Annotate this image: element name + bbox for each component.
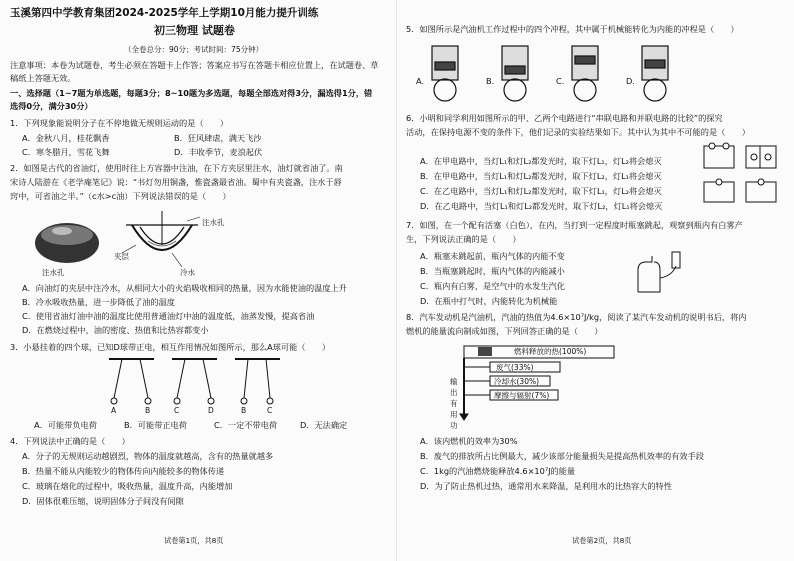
q3-option-c: C．一定不带电荷 <box>214 420 278 430</box>
q1-option-c: C．寒冬腊月，雪花飞舞 <box>22 147 110 157</box>
question-2-line-1: 2．如图是古代的省油灯，使用时往上方容器中注油，在下方夹层里注水，油灯就省油了。南 <box>10 163 343 173</box>
section-heading-2: 选得0分，满分30分） <box>10 101 93 111</box>
section-heading-1: 一、选择题（1~7题为单选题，每题3分；8~10题为多选题，每题全部选对得3分，漏选得1分，错 <box>10 88 373 98</box>
hanging-balls-figure <box>104 356 294 416</box>
question-8-line-1: 8．汽车发动机是汽油机，汽油的热值为4.6×10⁷J/kg，阅读了某汽车发动机的说明书后，将内 <box>406 312 747 322</box>
question-6-line-1: 6．小明和同学利用如图所示的甲、乙两个电路进行“串联电路和并联电路的比较”的探究 <box>406 113 723 123</box>
fig8-label-friction: 摩擦与辐射(7%) <box>494 391 550 400</box>
page-divider <box>396 0 397 561</box>
q1-option-a: A．金秋八月，桂花飘香 <box>22 133 110 143</box>
q4-option-b: B．热量不能从内能较少的物体传向内能较多的物体传递 <box>22 466 225 476</box>
q3-option-b: B．可能带正电荷 <box>124 420 187 430</box>
exam-subtitle: 初三物理 试题卷 <box>154 24 235 37</box>
ball-label: C <box>267 406 273 415</box>
page-footer-right: 试卷第2页，共8页 <box>572 536 632 545</box>
q7-option-c: C．瓶内有白雾，是空气中的水发生汽化 <box>420 281 565 291</box>
q2-option-b: B．冷水吸收热量，进一步降低了油的温度 <box>22 297 175 307</box>
fig8-label-top: 燃料释放的热(100%) <box>514 347 587 356</box>
q8-option-d: D．为了防止热机过热，通常用水来降温，是利用水的比热容大的特性 <box>420 481 672 491</box>
question-7-line-2: 生，下列说法正确的是（ ） <box>406 234 521 244</box>
question-2-line-2: 宋诗人陆游在《老学庵笔记》说：“书灯勿用铜盏，惟瓷盏最省油。蜀中有夹瓷盏，注水于唇 <box>10 177 342 187</box>
fig8-label-useful-work: 输出有用功 <box>450 377 458 430</box>
engine-label: C. <box>556 76 565 86</box>
q2-option-c: C．使用省油灯油中油的温度比使用普通油灯中油的温度低，油蒸发慢，提高省油 <box>22 311 315 321</box>
q8-option-b: B．废气的排放所占比例最大，减少该部分能量损失是提高热机效率的有效手段 <box>420 451 704 461</box>
q3-option-a: A．可能带负电荷 <box>34 420 97 430</box>
fig2-label-water-hole: 注水孔 <box>202 218 225 227</box>
question-8-line-2: 燃机的能量流向制成如图，下列回答正确的是（ ） <box>406 326 603 336</box>
notice-line-1: 注意事项：本卷为试题卷，考生必须在答题卡上作答；答案应书写在答题卡相应位置上，在试题卷、草 <box>10 60 379 70</box>
engine-strokes-figure <box>412 38 692 108</box>
ball-label: B <box>241 406 247 415</box>
circuit-figure <box>698 138 784 210</box>
ball-label: D <box>208 406 214 415</box>
page-footer-left: 试卷第1页，共8页 <box>164 536 224 545</box>
q2-option-d: D．在燃烧过程中，油的密度、热值和比热容都变小 <box>22 325 209 335</box>
fig2-label-interlayer: 夹层 <box>114 252 129 261</box>
q8-option-c: C．1kg的汽油燃烧能释放4.6×10⁷J的能量 <box>420 466 576 476</box>
exam-meta: （全卷总分：90分；考试时间：75分钟） <box>124 45 264 54</box>
engine-label: B. <box>486 76 495 86</box>
q1-option-b: B．狂风肆虐，满天飞沙 <box>174 133 262 143</box>
q6-option-a: A．在甲电路中，当灯L₁和灯L₂都发光时，取下灯L₁，灯L₂将会熄灭 <box>420 156 662 166</box>
engine-label: D. <box>626 76 635 86</box>
q6-option-d: D．在乙电路中，当灯L₁和灯L₂都发光时，取下灯L₂，灯L₁将会熄灭 <box>420 201 663 211</box>
question-2-line-3: 窍中，可省油之半。”（c水>c油）下列说法错误的是（ ） <box>10 191 231 201</box>
q7-option-b: B．当瓶塞跳起时，瓶内气体的内能减小 <box>420 266 565 276</box>
fig8-label-cooling: 冷却水(30%) <box>494 377 540 386</box>
fig2-label-cold-water: 冷水 <box>180 268 195 277</box>
fig2-label-water-hole-2: 注水孔 <box>42 268 65 277</box>
ball-label: C <box>174 406 180 415</box>
question-1: 1．下列现象能说明分子在不停地做无规则运动的是（ ） <box>10 118 229 128</box>
fig8-label-exhaust: 废气(33%) <box>496 363 534 372</box>
question-3: 3．小悬挂着的四个球，已知D球带正电，相互作用情况如图所示，那么A球可能（ ） <box>10 342 331 352</box>
ball-label: A <box>111 406 117 415</box>
right-page <box>402 0 792 561</box>
q6-option-b: B．在甲电路中，当灯L₁和灯L₂都发光时，取下灯L₂，灯L₁将会熄灭 <box>420 171 662 181</box>
q4-option-c: C．玻璃在熔化的过程中，吸收热量，温度升高，内能增加 <box>22 481 233 491</box>
q1-option-d: D．丰收季节，麦浪起伏 <box>174 147 263 157</box>
q4-option-a: A．分子的无规则运动越剧烈，物体的温度就越高，含有的热量就越多 <box>22 451 274 461</box>
q6-option-c: C．在乙电路中，当灯L₁和灯L₂都发光时，取下灯L₁，灯L₂将会熄灭 <box>420 186 662 196</box>
question-5: 5．如图所示是汽油机工作过程中的四个冲程，其中属于机械能转化为内能的冲程是（ ） <box>406 24 739 34</box>
question-6-line-2: 活动，在保持电源不变的条件下，他们记录的实验结果如下。其中认为其中不可能的是（ ） <box>406 127 750 137</box>
q8-option-a: A．该内燃机的效率为30% <box>420 436 518 446</box>
bottle-pump-figure <box>630 248 690 298</box>
left-page <box>4 0 394 561</box>
ball-label: B <box>145 406 151 415</box>
notice-line-2: 稿纸上答题无效。 <box>10 73 76 83</box>
q4-option-d: D．固体很难压缩，说明固体分子间没有间隙 <box>22 496 184 506</box>
q3-option-d: D．无法确定 <box>300 420 348 430</box>
question-7-line-1: 7．如图，在一个配有活塞（白色），在内，当打到一定程度时瓶塞跳起，观察到瓶内有白雾产 <box>406 220 743 230</box>
q2-option-a: A．向油灯的夹层中注冷水，从相同大小的火焰吸收相同的热量，因为水能使油的温度上升 <box>22 283 347 293</box>
q7-option-a: A．瓶塞未跳起前，瓶内气体的内能不变 <box>420 251 565 261</box>
exam-title: 玉溪第四中学教育集团2024-2025学年上学期10月能力提升训练 <box>10 7 319 19</box>
q7-option-d: D．在瓶中打气时，内能转化为机械能 <box>420 296 558 306</box>
engine-label: A. <box>416 76 425 86</box>
question-4: 4．下列说法中正确的是（ ） <box>10 436 130 446</box>
